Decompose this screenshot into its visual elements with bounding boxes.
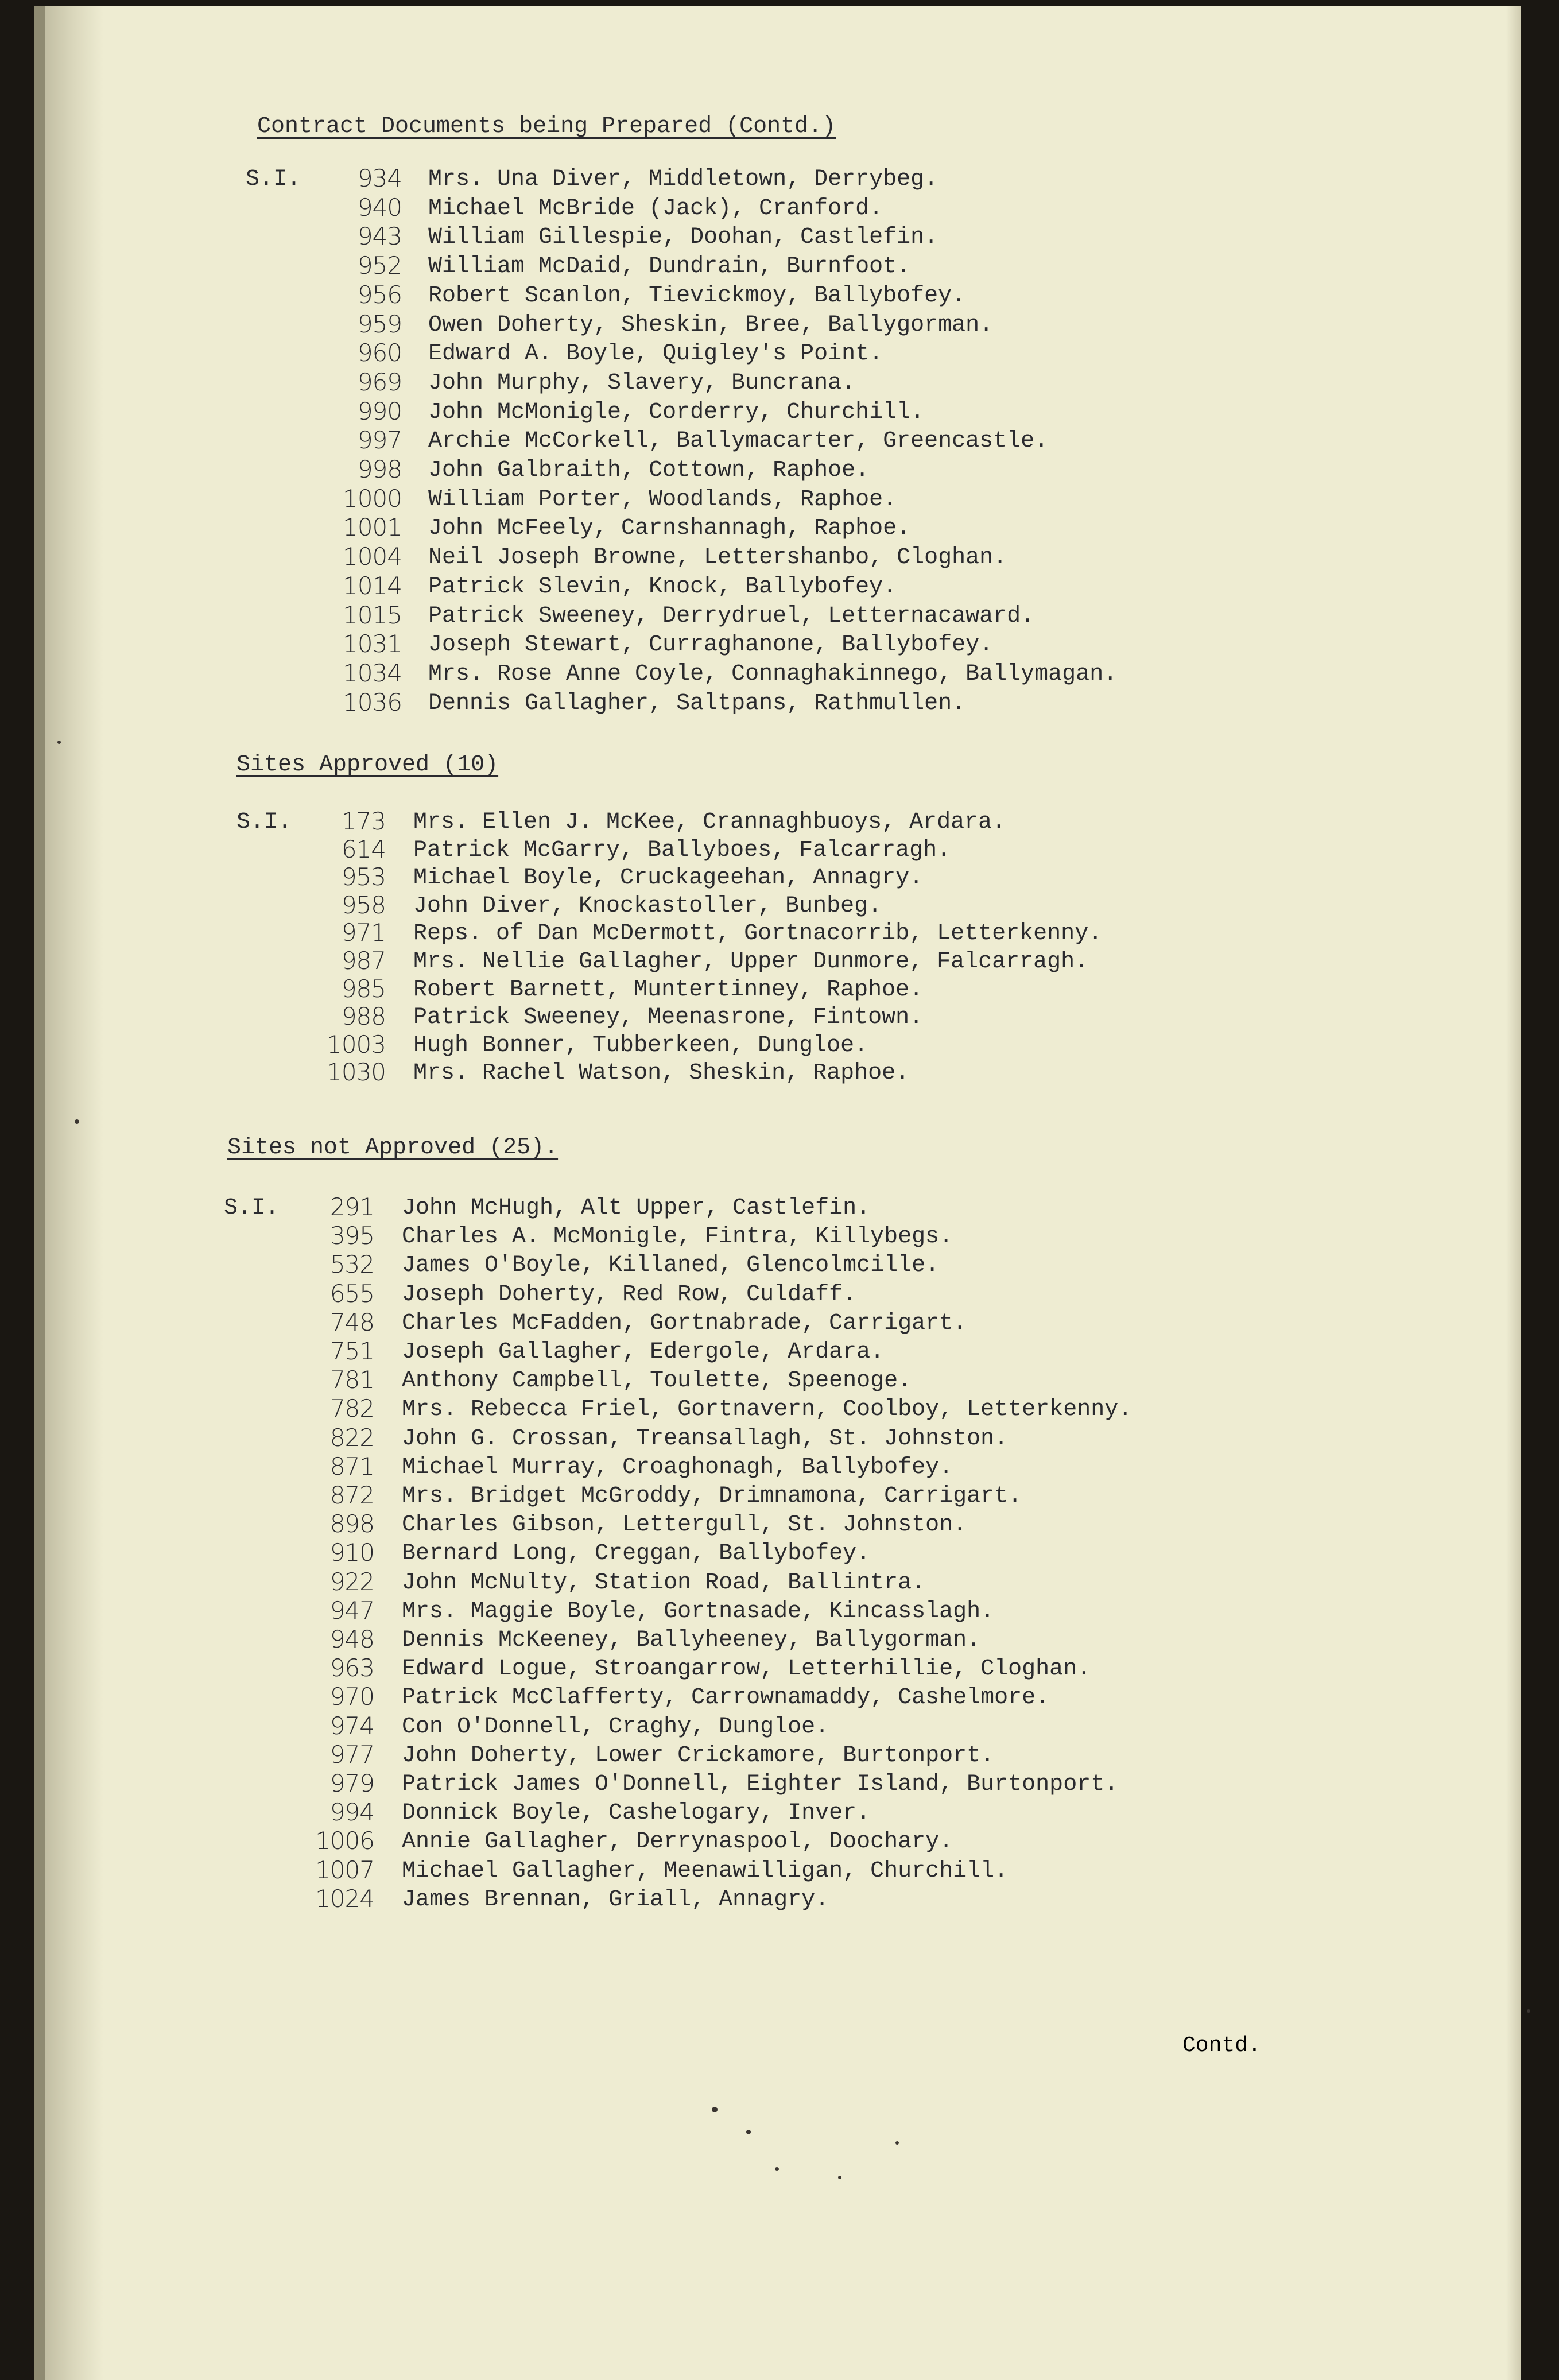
entry-text: John Galbraith, Cottown, Raphoe. [428,458,870,483]
entry-text: Mrs. Ellen J. McKee, Crannaghbuoys, Ardara. [413,809,1006,835]
si-number: 970 [329,1683,374,1711]
entry-text: Hugh Bonner, Tubberkeen, Dungloe. [413,1032,868,1059]
list-item [34,600,1469,632]
entry-text: Mrs. Rose Anne Coyle, Connaghakinnego, Ballymagan. [428,661,1118,687]
list-item [34,367,1469,399]
si-number: 948 [329,1625,374,1653]
list-item [34,428,1469,457]
entry-text: Con O'Donnell, Craghy, Dungloe. [402,1714,829,1740]
si-number: 532 [329,1250,374,1279]
si-number: 922 [329,1567,374,1596]
list-item [34,1250,1469,1281]
entry-text: Donnick Boyle, Cashelogary, Inver. [402,1800,871,1827]
document-body [34,6,1521,2380]
entry-text: John McMonigle, Corderry, Churchill. [428,399,925,425]
si-number: 782 [329,1394,374,1423]
entry-text: Mrs. Rachel Watson, Sheskin, Raphoe. [413,1060,910,1087]
contd-note: Contd. [1182,2033,1261,2058]
si-number: 953 [341,863,386,891]
entry-text: William Porter, Woodlands, Raphoe. [428,486,897,513]
list-item [34,1769,1469,1800]
list-item [34,1855,1469,1887]
list-item [34,1308,1469,1339]
entry-text: Owen Doherty, Sheskin, Bree, Ballygorman. [428,312,994,338]
list-item [34,309,1469,341]
si-number: 977 [329,1740,374,1769]
scanned-page [34,6,1521,2380]
list-item [34,918,1469,949]
entry-text: Patrick Slevin, Knock, Ballybofey. [428,573,897,600]
list-item [34,1423,1469,1455]
si-number: 751 [329,1337,374,1365]
list-item [34,949,1469,978]
entry-text: Anthony Campbell, Toulette, Speenoge. [402,1368,912,1394]
list-item [34,542,1469,573]
scan-speck [895,2141,899,2145]
entry-text: Mrs. Nellie Gallagher, Upper Dunmore, Falcarragh. [413,949,1089,975]
entry-text: Edward A. Boyle, Quigley's Point. [428,341,883,367]
entry-text: Robert Scanlon, Tievickmoy, Ballybofey. [428,282,966,309]
entry-text: James Brennan, Griall, Annagry. [402,1886,829,1913]
si-number: 971 [341,918,386,947]
list-item [34,1829,1469,1858]
list-item [34,484,1469,515]
list-item [34,455,1469,486]
entry-text: Patrick James O'Donnell, Eighter Island, Burtonport. [402,1772,1119,1797]
si-number: 395 [329,1222,374,1250]
entry-text: Dennis McKeeney, Ballyheeney, Ballygorman. [402,1627,981,1653]
scan-speck [775,2167,779,2171]
si-number: 655 [329,1279,374,1308]
si-number: 998 [357,455,402,483]
list-item [34,1567,1469,1599]
si-number: 291 [329,1193,374,1221]
entry-text: Joseph Gallagher, Edergole, Ardara. [402,1339,885,1365]
list-item [34,1656,1469,1685]
entry-text: Michael McBride (Jack), Cranford. [428,195,883,222]
entry-text: John Diver, Knockastoller, Bunbeg. [413,893,882,919]
entry-text: John McNulty, Station Road, Ballintra. [402,1569,926,1596]
list-item [34,1224,1469,1253]
si-number: 1007 [315,1855,374,1884]
entry-text: Reps. of Dan McDermott, Gortnacorrib, Letterkenny. [413,921,1103,947]
si-number: 822 [329,1423,374,1452]
si-number: 1004 [343,542,402,571]
si-number: 979 [329,1769,374,1797]
list-item [34,809,1469,838]
si-number: 910 [329,1538,374,1567]
si-number: 934 [357,164,402,192]
list-item [34,1339,1469,1368]
list-item [34,341,1469,370]
list-item [34,1483,1469,1512]
section-heading: Sites not Approved (25). [227,1135,559,1161]
list-item [34,166,1469,195]
entry-text: Archie McCorkell, Ballymacarter, Greencastle. [428,428,1049,455]
list-item [34,251,1469,282]
si-number: 898 [329,1510,374,1538]
si-prefix: S.I. [236,809,292,835]
si-number: 985 [341,974,386,1003]
entry-text: Patrick McGarry, Ballyboes, Falcarragh. [413,837,951,863]
si-number: 748 [329,1308,374,1336]
list-item [34,571,1469,603]
list-item [34,1800,1469,1829]
si-number: 974 [329,1711,374,1740]
list-item [34,835,1469,866]
si-number: 987 [341,947,386,975]
list-item [34,1685,1469,1714]
list-item [34,1394,1469,1425]
si-number: 1015 [343,600,402,629]
entry-text: William Gillespie, Doohan, Castlefin. [428,224,938,251]
entry-text: Patrick Sweeney, Meenasrone, Fintown. [413,1005,924,1031]
entry-text: Dennis Gallagher, Saltpans, Rathmullen. [428,690,966,716]
list-item [34,193,1469,224]
si-number: 173 [341,807,386,835]
entry-text: Mrs. Una Diver, Middletown, Derrybeg. [428,166,938,192]
si-number: 1006 [315,1827,374,1855]
si-prefix: S.I. [246,166,301,192]
list-item [34,224,1469,253]
list-item [34,397,1469,428]
scan-speck [712,2107,718,2112]
scan-speck [75,1119,79,1124]
si-number: 940 [357,193,402,222]
si-prefix: S.I. [224,1195,280,1221]
list-item [34,1060,1469,1089]
list-item [34,1195,1469,1224]
entry-text: Charles McFadden, Gortnabrade, Carrigart. [402,1310,967,1336]
list-item [34,280,1469,312]
si-number: 960 [357,339,402,367]
entry-text: Michael Murray, Croaghonagh, Ballybofey. [402,1454,953,1480]
si-number: 947 [329,1596,374,1625]
si-number: 614 [341,835,386,863]
entry-text: Edward Logue, Stroangarrow, Letterhillie, Cloghan. [402,1656,1091,1683]
list-item [34,1538,1469,1569]
entry-text: John Doherty, Lower Crickamore, Burtonport. [402,1742,995,1769]
si-number: 958 [341,890,386,919]
entry-text: John McFeely, Carnshannagh, Raphoe. [428,515,911,542]
list-item [34,1030,1469,1061]
entry-text: Annie Gallagher, Derrynaspool, Doochary. [402,1829,953,1855]
list-item [34,865,1469,894]
si-number: 1030 [327,1058,386,1087]
entry-text: Joseph Stewart, Curraghanone, Ballybofey. [428,632,994,658]
si-number: 988 [341,1002,386,1031]
list-item [34,1627,1469,1656]
si-number: 1024 [315,1884,374,1913]
entry-text: John G. Crossan, Treansallagh, St. Johnston. [402,1425,1009,1452]
scan-speck [838,2176,841,2179]
entry-text: Mrs. Maggie Boyle, Gortnasade, Kincasslagh. [402,1598,995,1625]
entry-text: Joseph Doherty, Red Row, Culdaff. [402,1281,857,1308]
entry-text: John Murphy, Slavery, Buncrana. [428,370,856,396]
entry-text: William McDaid, Dundrain, Burnfoot. [428,254,911,280]
list-item [34,515,1469,544]
si-number: 990 [357,397,402,425]
entry-text: Charles Gibson, Lettergull, St. Johnston. [402,1512,967,1538]
si-number: 952 [357,251,402,280]
si-number: 1003 [327,1030,386,1059]
list-item [34,632,1469,661]
si-number: 943 [357,222,402,251]
list-item [34,1279,1469,1311]
scan-speck [746,2130,751,2134]
si-number: 963 [329,1654,374,1683]
entry-text: Robert Barnett, Muntertinney, Raphoe. [413,976,924,1003]
list-item [34,1884,1469,1916]
list-item [34,890,1469,922]
si-number: 997 [357,426,402,455]
si-number: 781 [329,1366,374,1394]
si-number: 1031 [343,630,402,658]
scan-speck [1527,2009,1530,2013]
list-item [34,1740,1469,1772]
section-heading: Contract Documents being Prepared (Contd.) [257,114,836,139]
entry-text: Mrs. Bridget McGroddy, Drimnamona, Carrigart. [402,1483,1022,1509]
scan-speck [57,741,61,744]
list-item [34,1002,1469,1033]
si-number: 871 [329,1452,374,1480]
si-number: 1014 [343,571,402,600]
entry-text: John McHugh, Alt Upper, Castlefin. [402,1195,871,1221]
entry-text: Neil Joseph Browne, Lettershanbo, Cloghan. [428,545,1007,571]
si-number: 969 [357,367,402,396]
entry-text: Charles A. McMonigle, Fintra, Killybegs. [402,1224,953,1250]
list-item [34,974,1469,1006]
list-item [34,1452,1469,1483]
entry-text: Michael Boyle, Cruckageehan, Annagry. [413,865,924,891]
list-item [34,1596,1469,1627]
list-item [34,1711,1469,1743]
entry-text: Bernard Long, Creggan, Ballybofey. [402,1541,871,1567]
si-number: 1001 [343,513,402,542]
list-item [34,658,1469,690]
entry-text: James O'Boyle, Killaned, Glencolmcille. [402,1253,940,1279]
si-number: 872 [329,1481,374,1509]
entry-text: Patrick McClafferty, Carrownamaddy, Cashelmore. [402,1685,1050,1711]
entry-text: Michael Gallagher, Meenawilligan, Churchill. [402,1858,1009,1884]
list-item [34,1512,1469,1541]
entry-text: Patrick Sweeney, Derrydruel, Letternacaward. [428,603,1035,629]
list-item [34,1368,1469,1397]
si-number: 959 [357,309,402,338]
list-item [34,688,1469,719]
entry-text: Mrs. Rebecca Friel, Gortnavern, Coolboy, Letterkenny. [402,1397,1133,1423]
si-number: 956 [357,280,402,309]
si-number: 1000 [343,484,402,513]
si-number: 994 [329,1798,374,1827]
section-heading: Sites Approved (10) [236,752,499,778]
si-number: 1034 [343,658,402,687]
si-number: 1036 [343,688,402,716]
